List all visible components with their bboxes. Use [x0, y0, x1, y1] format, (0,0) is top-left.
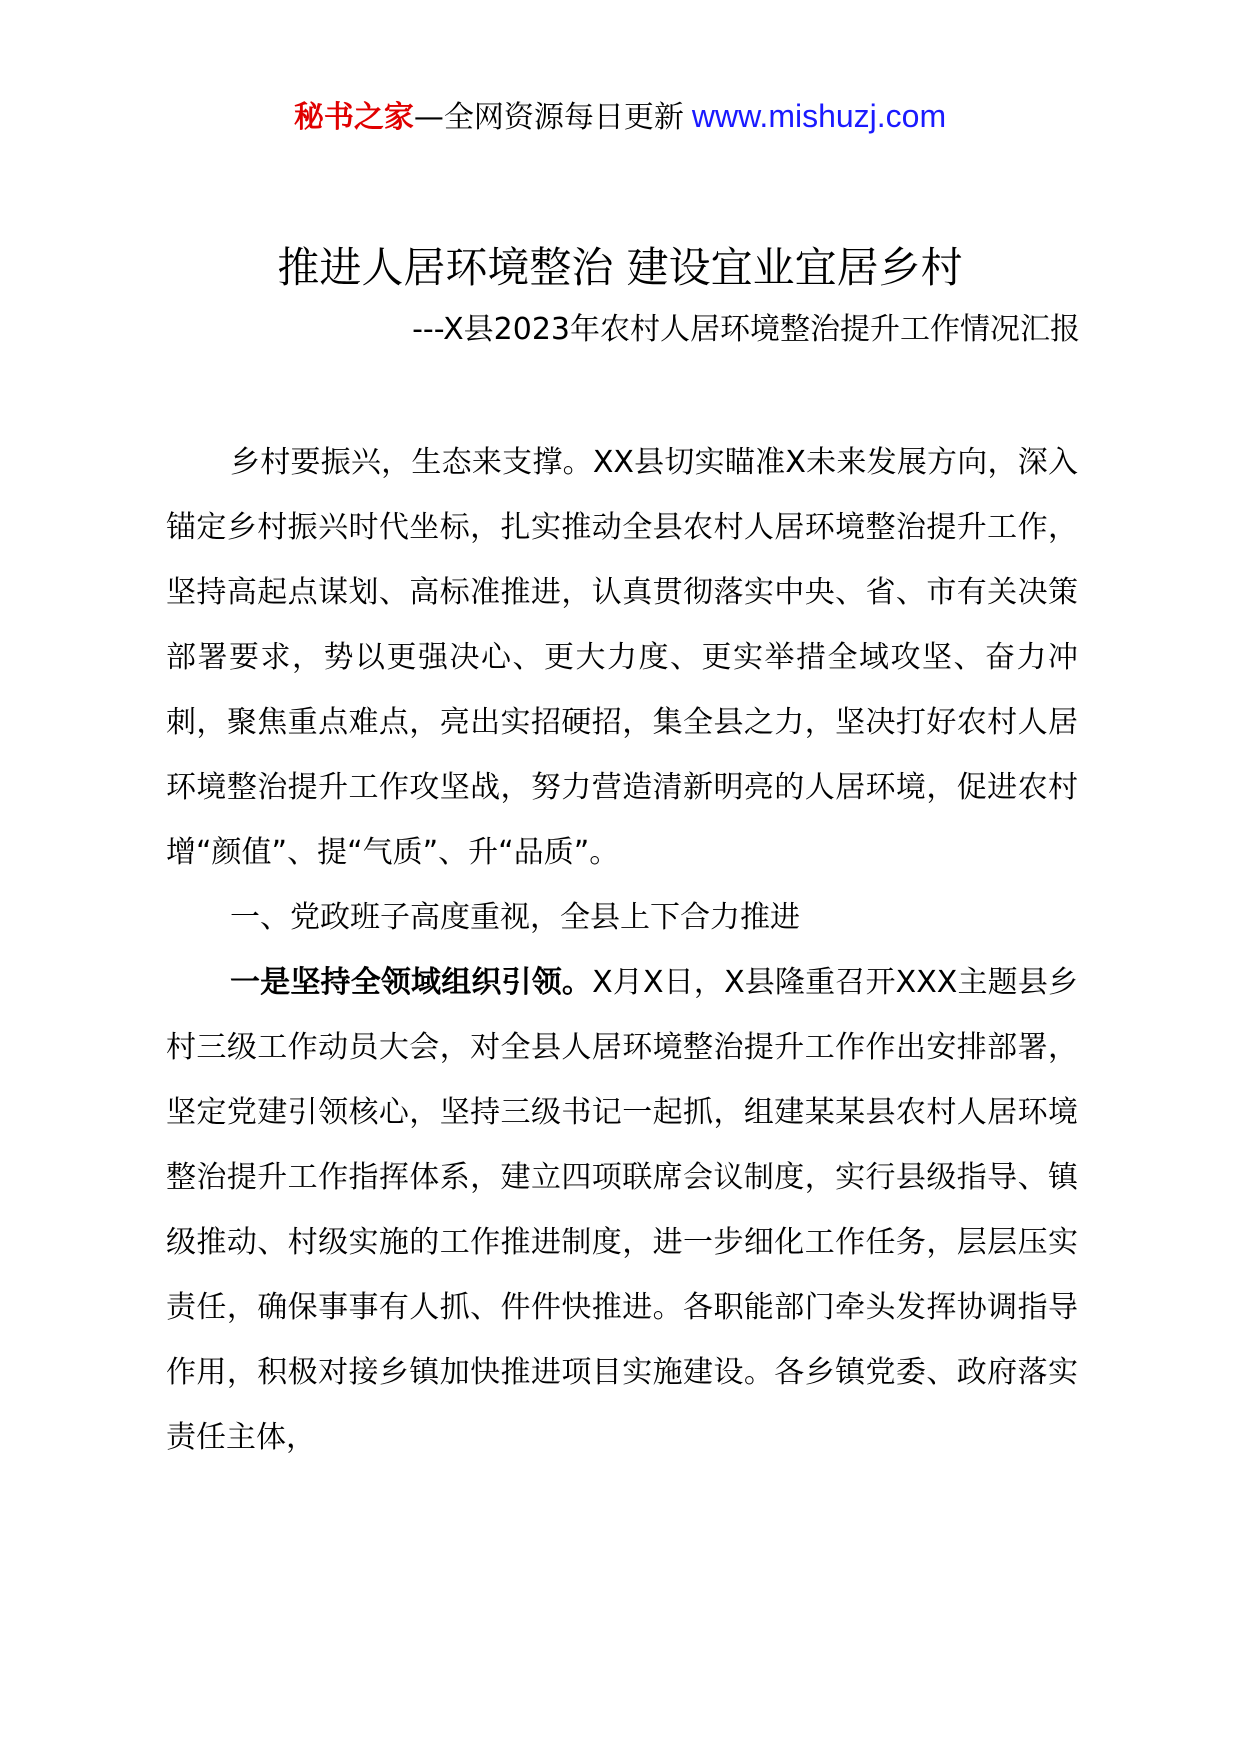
document-subtitle: ---X县2023年农村人居环境整治提升工作情况汇报	[412, 312, 1080, 347]
document-body	[166, 430, 1078, 1470]
header-dash: —	[413, 100, 444, 135]
site-url-link[interactable]: www.mishuzj.com	[691, 98, 947, 134]
document-title: 推进人居环境整治 建设宜业宜居乡村	[277, 243, 963, 292]
paragraph-lead-bold: 一是坚持全领域组织引领。	[230, 965, 593, 1000]
paragraph-body: X月X日，X县隆重召开XXX主题县乡村三级工作动员大会，对全县人居环境整治提升工作作出安排部署，坚定党建引领核心，坚持三级书记一起抓，组建某某县农村人居环境整治提升工作指挥体系，建立四项联席会议制度，实行县级指导、镇级推动、村级实施的工作推进制度，进一步细化工作任务，层层压实责任，确保事事有人抓、件件快推进。各职能部门牵头发挥协调指导作用，积极对接乡镇加快推进项目实施建设。各乡镇党委、政府落实责任主体，	[166, 965, 1079, 1455]
site-brand: 秘书之家	[293, 100, 414, 135]
paragraph-section1-item1	[166, 950, 1078, 1470]
site-header	[0, 96, 1240, 138]
paragraph-intro: 乡村要振兴，生态来支撑。XX县切实瞄准X未来发展方向，深入锚定乡村振兴时代坐标，扎实推动全县农村人居环境整治提升工作，坚持高起点谋划、高标准推进，认真贯彻落实中央、省、市有关决策部署要求，势以更强决心、更大力度、更实举措全域攻坚、奋力冲刺，聚焦重点难点，亮出实招硬招，集全县之力，坚决打好农村人居环境整治提升工作攻坚战，努力营造清新明亮的人居环境，促进农村增“颜值”、提“气质”、升“品质”。	[166, 445, 1078, 870]
section-heading-1: 一、党政班子高度重视，全县上下合力推进	[230, 900, 800, 935]
site-slogan: 全网资源每日更新	[443, 100, 684, 135]
